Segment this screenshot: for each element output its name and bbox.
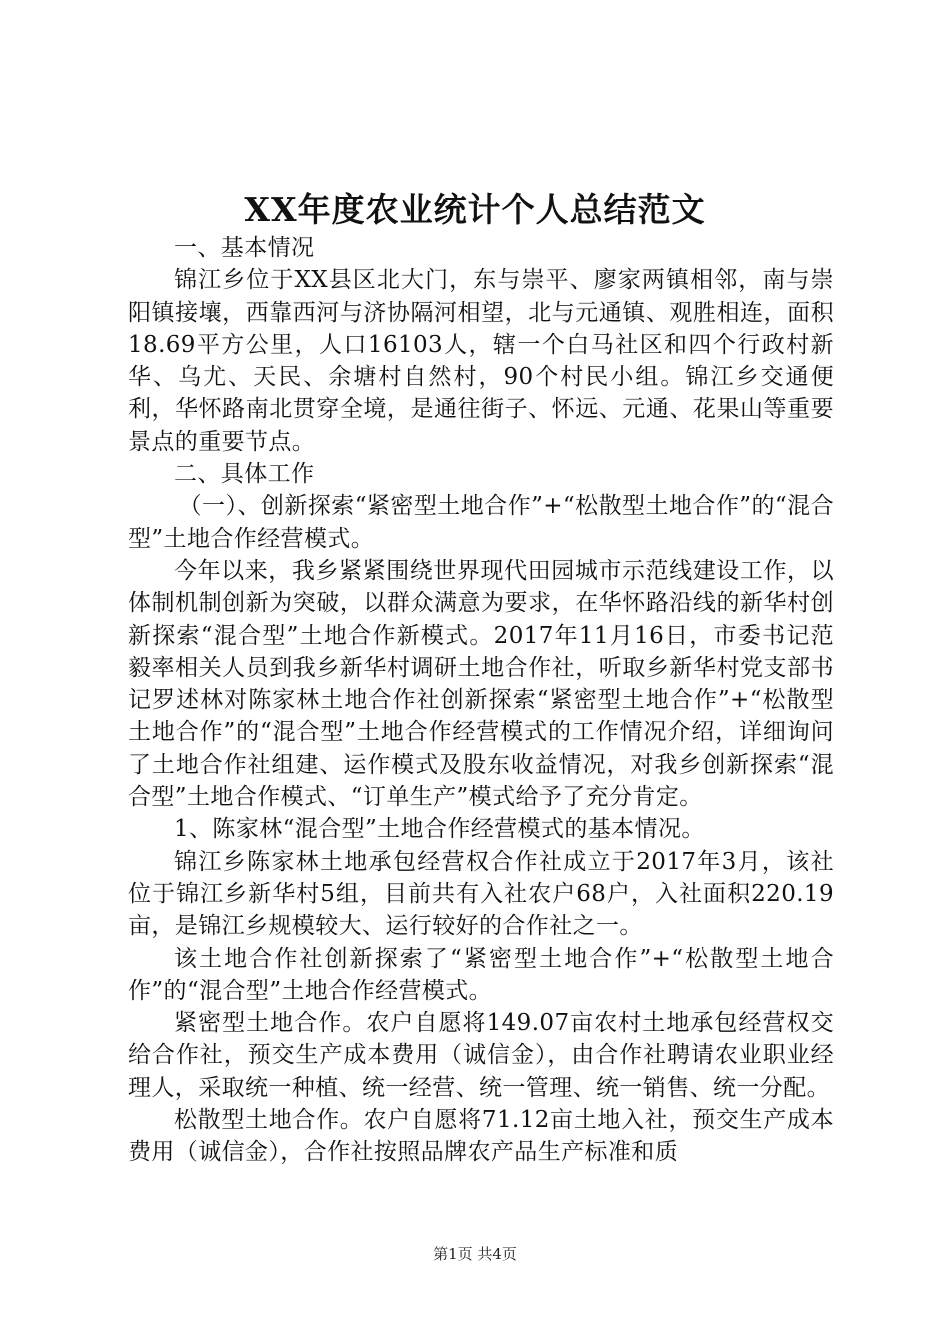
section-heading-basic: 一、基本情况 (174, 235, 315, 261)
document-title: XX年度农业统计个人总结范文 (244, 190, 706, 229)
paragraph-this-year: 今年以来，我乡紧紧围绕世界现代田园城市示范线建设工作，以体制机制创新为突破，以群众满意为要求，在华怀路沿线的新华村创新探索“混合型”土地合作新模式。2017年11月16日，市委书记范毅率相关人员到我乡新华村调研土地合作社，听取乡新华村党支部书记罗述林对陈家林土地合作社创新探索“紧密型土地合作”+“松散型土地合作”的“混合型”土地合作经营模式的工作情况介绍，详细询问了土地合作社组建、运作模式及股东收益情况，对我乡创新探索“混合型”土地合作模式、“订单生产”模式给予了充分肯定。 (128, 557, 834, 811)
item-heading-chenjialin: 1、陈家林“混合型”土地合作经营模式的基本情况。 (174, 816, 705, 843)
page-footer: 第1页 共4页 (433, 1245, 517, 1263)
paragraph-loose-cooperation: 松散型土地合作。农户自愿将71.12亩土地入社，预交生产成本费用（诚信金），合作社按照品牌农产品生产标准和质 (128, 1107, 834, 1166)
paragraph-overview: 锦江乡位于XX县区北大门，东与崇平、廖家两镇相邻，南与崇阳镇接壤，西靠西河与济协隔河相望，北与元通镇、观胜相连，面积18.69平方公里，人口16103人，辖一个白马社区和四个行政村新华、乌尤、天民、余塘村自然村，90个村民小组。锦江乡交通便利，华怀路南北贯穿全境，是通往街子、怀远、元通、花果山等重要景点的重要节点。 (128, 267, 834, 455)
section-heading-work: 二、具体工作 (174, 461, 315, 488)
paragraph-mixed-model: 该土地合作社创新探索了“紧密型土地合作”+“松散型土地合作”的“混合型”土地合作经营模式。 (128, 945, 834, 1004)
document-body (128, 232, 834, 1169)
paragraph-close-cooperation: 紧密型土地合作。农户自愿将149.07亩农村土地承包经营权交给合作社，预交生产成本费用（诚信金），由合作社聘请农业职业经理人，采取统一种植、统一经营、统一管理、统一销售、统一分配。 (128, 1010, 834, 1101)
subsection-heading-innovation: （一）、创新探索“紧密型土地合作”+“松散型土地合作”的“混合型”土地合作经营模式。 (128, 493, 834, 552)
paragraph-cooperative-founding: 锦江乡陈家林土地承包经营权合作社成立于2017年3月，该社位于锦江乡新华村5组，目前共有入社农户68户，入社面积220.19亩，是锦江乡规模较大、运行较好的合作社之一。 (128, 848, 834, 940)
